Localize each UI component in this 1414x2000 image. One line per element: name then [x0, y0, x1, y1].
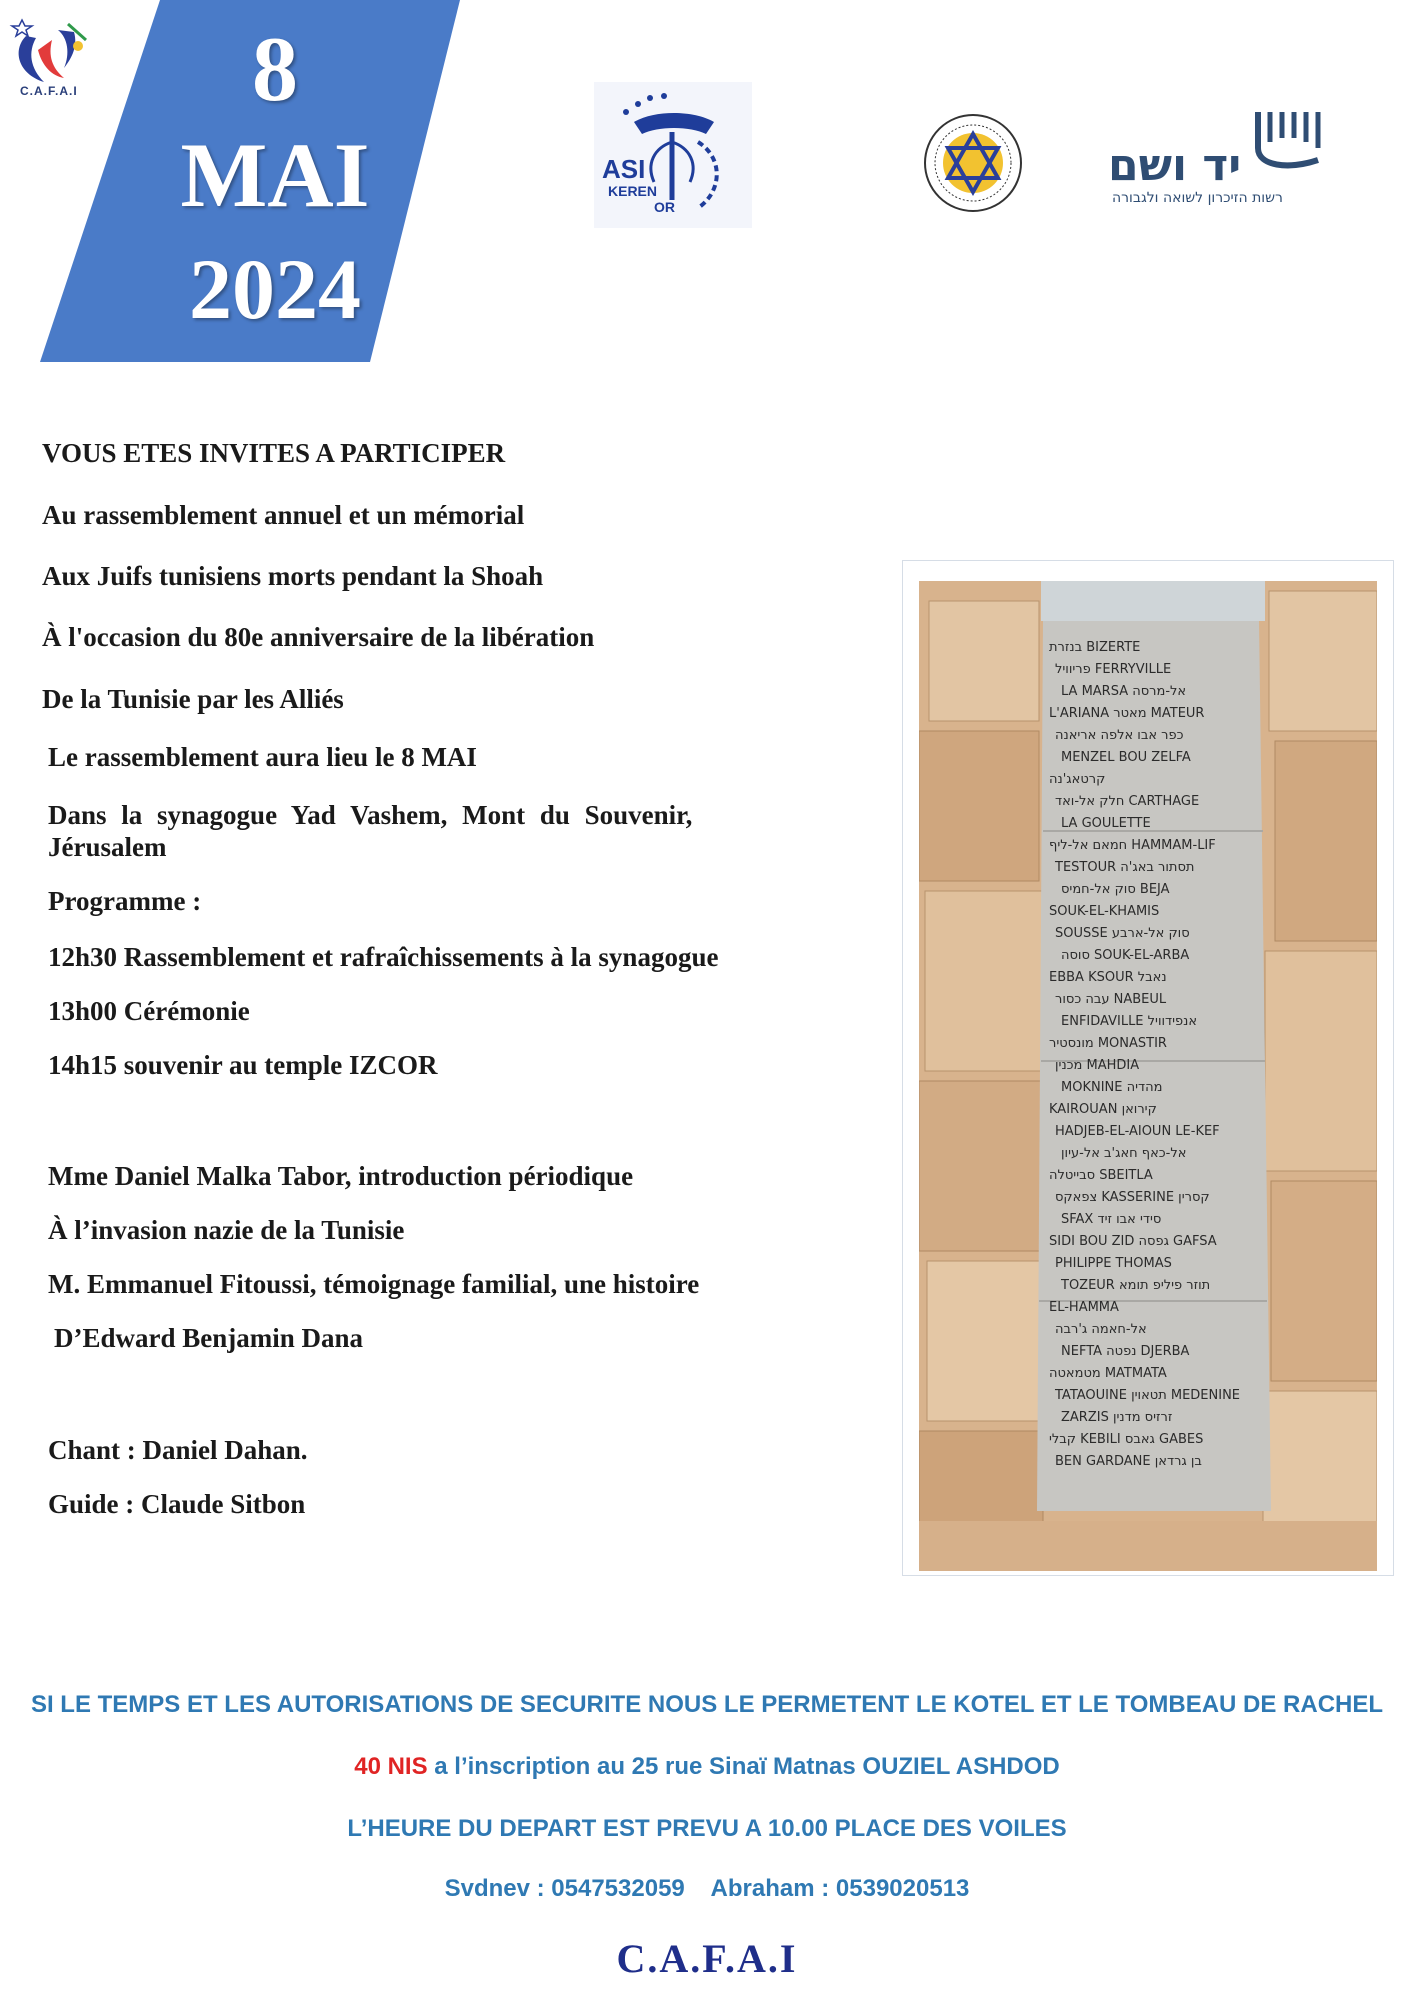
footer-brand: C.A.F.A.I	[616, 1936, 798, 1981]
asi-line3: OR	[654, 199, 675, 215]
plaque-name: אל-חאמה ג'רבה	[1055, 1322, 1147, 1337]
speaker-line: M. Emmanuel Fitoussi, témoignage familial, une histoire	[48, 1269, 700, 1299]
plaque-name: עבה כסור NABEUL	[1055, 992, 1167, 1007]
registration-address: a l’inscription au 25 rue Sinaï Matnas OUZIEL ASHDOD	[427, 1753, 1060, 1780]
asi-line1: ASI	[602, 154, 646, 184]
plaque-name: TATAOUINE תטאוין MEDENINE	[1055, 1388, 1241, 1403]
plaque-name: קבלי KEBILI גאבס GABES	[1049, 1432, 1204, 1447]
programme-title: Programme :	[48, 886, 202, 916]
invitation-line: Aux Juifs tunisiens morts pendant la Shoah	[42, 561, 544, 591]
asi-keren-or-logo-icon	[594, 82, 752, 228]
departure-line: L’HEURE DU DEPART EST PREVU A 10.00 PLACE DES VOILES	[347, 1815, 1067, 1842]
plaque-name: NEFTA נפטה DJERBA	[1061, 1344, 1190, 1359]
contacts-line: Svdnev : 0547532059 Abraham : 0539020513	[444, 1875, 970, 1902]
invitation-line: Dans la synagogue Yad Vashem, Mont du Souvenir,	[48, 800, 693, 830]
plaque-name: חמאם אל-ליף HAMMAM-LIF	[1049, 838, 1216, 853]
plaque-name: TOZEUR תוזר פיליפ תומא	[1061, 1278, 1211, 1293]
speaker-line: Mme Daniel Malka Tabor, introduction périodique	[48, 1161, 634, 1191]
plaque-name: אל-כאף חאג'ב אל-עיון	[1061, 1146, 1187, 1161]
plaque-name: LA GOULETTE	[1061, 816, 1151, 831]
plaque-name: MOKNINE מהדיה	[1061, 1080, 1163, 1095]
plaque-name: צפאקס KASSERINE קסרין	[1055, 1190, 1210, 1205]
date-year: 2024	[189, 241, 361, 337]
plaque-name: EBBA KSOUR נאבל	[1049, 970, 1167, 985]
programme-item: 12h30 Rassemblement et rafraîchissements à la synagogue	[48, 942, 719, 972]
yad-vashem-tagline: רשות הזיכרון לשואה ולגבורה	[1112, 190, 1283, 206]
plaque-name: SOUSSE סוק אל-ארבע	[1055, 926, 1190, 941]
plaque-name: סוק אל-חמיס BEJA	[1061, 882, 1170, 897]
guide-credit: Guide : Claude Sitbon	[48, 1489, 306, 1519]
plaque-name: מטמאטה MATMATA	[1049, 1366, 1167, 1381]
plaque-name: HADJEB-EL-AIOUN LE-KEF	[1055, 1124, 1220, 1139]
yad-vashem-name: יד ושם	[1108, 140, 1242, 191]
programme-item: 13h00 Cérémonie	[48, 996, 250, 1026]
plaque-name: MENZEL BOU ZELFA	[1061, 750, 1191, 765]
invitation-line: Au rassemblement annuel et un mémorial	[42, 500, 525, 530]
plaque-name: LA MARSA אל-מרסה	[1061, 684, 1187, 699]
invitation-line: Jérusalem	[48, 832, 167, 862]
security-note: SI LE TEMPS ET LES AUTORISATIONS DE SECURITE NOUS LE PERMETENT LE KOTEL ET LE TOMBEAU DE RACHEL	[30, 1691, 1384, 1718]
plaque-name: L'ARIANA מאטר MATEUR	[1049, 706, 1205, 721]
plaque-name: קרטאג'נה	[1049, 772, 1106, 787]
date-day: 8	[252, 18, 298, 120]
plaque-name: פריוויל FERRYVILLE	[1055, 662, 1172, 677]
price-label: 40 NIS	[354, 1753, 428, 1780]
plaque-name: מונסטיר MONASTIR	[1049, 1036, 1167, 1051]
invitation-line: À l'occasion du 80e anniversaire de la libération	[42, 622, 595, 652]
cafai-logo-label: C.A.F.A.I	[20, 84, 78, 98]
plaque-name: ENFIDAVILLE אנפידוויל	[1061, 1014, 1198, 1029]
plaque-name: SOUK-EL-KHAMIS	[1049, 904, 1160, 919]
programme-item: 14h15 souvenir au temple IZCOR	[48, 1050, 438, 1080]
invitation-line: Le rassemblement aura lieu le 8 MAI	[48, 742, 477, 772]
date-banner	[40, 0, 470, 362]
date-month: MAI	[180, 124, 370, 226]
plaque-name: SFAX סידי אבו זיד	[1061, 1212, 1162, 1227]
plaque-name: PHILIPPE THOMAS	[1055, 1256, 1172, 1271]
chant-credit: Chant : Daniel Dahan.	[48, 1435, 308, 1465]
asi-line2: KEREN	[608, 183, 658, 199]
speaker-line: D’Edward Benjamin Dana	[54, 1323, 364, 1353]
invitation-line: VOUS ETES INVITES A PARTICIPER	[42, 438, 506, 468]
plaque-name: TESTOUR תסתור באג'ה	[1055, 860, 1195, 875]
plaque-name: ZARZIS זרזיס מדנין	[1061, 1410, 1173, 1425]
plaque-name: KAIROUAN קירואן	[1049, 1102, 1157, 1117]
memorial-photo-frame	[902, 560, 1394, 1576]
memorial-photo	[919, 581, 1377, 1571]
star-of-david-seal-icon	[920, 112, 1026, 214]
plaque-name: מכנין MAHDIA	[1055, 1058, 1140, 1073]
plaque-name: BEN GARDANE בן גרדאן	[1055, 1454, 1202, 1469]
plaque-name: חלק אל-ואד CARTHAGE	[1055, 794, 1200, 809]
speaker-line: À l’invasion nazie de la Tunisie	[48, 1215, 405, 1245]
plaque-name: SIDI BOU ZID גפסה GAFSA	[1049, 1234, 1217, 1249]
yad-vashem-menorah-icon	[1108, 108, 1338, 212]
plaque-name: סבייטלה SBEITLA	[1049, 1168, 1153, 1183]
invitation-line: De la Tunisie par les Alliés	[42, 684, 344, 714]
plaque-name: בנזרת BIZERTE	[1049, 640, 1141, 655]
plaque-name: כפר אבו אלפה אריאנה	[1055, 728, 1184, 743]
plaque-name: EL-HAMMA	[1049, 1300, 1119, 1315]
registration-line	[0, 1752, 1414, 1782]
plaque-name: סוסה SOUK-EL-ARBA	[1061, 948, 1190, 963]
